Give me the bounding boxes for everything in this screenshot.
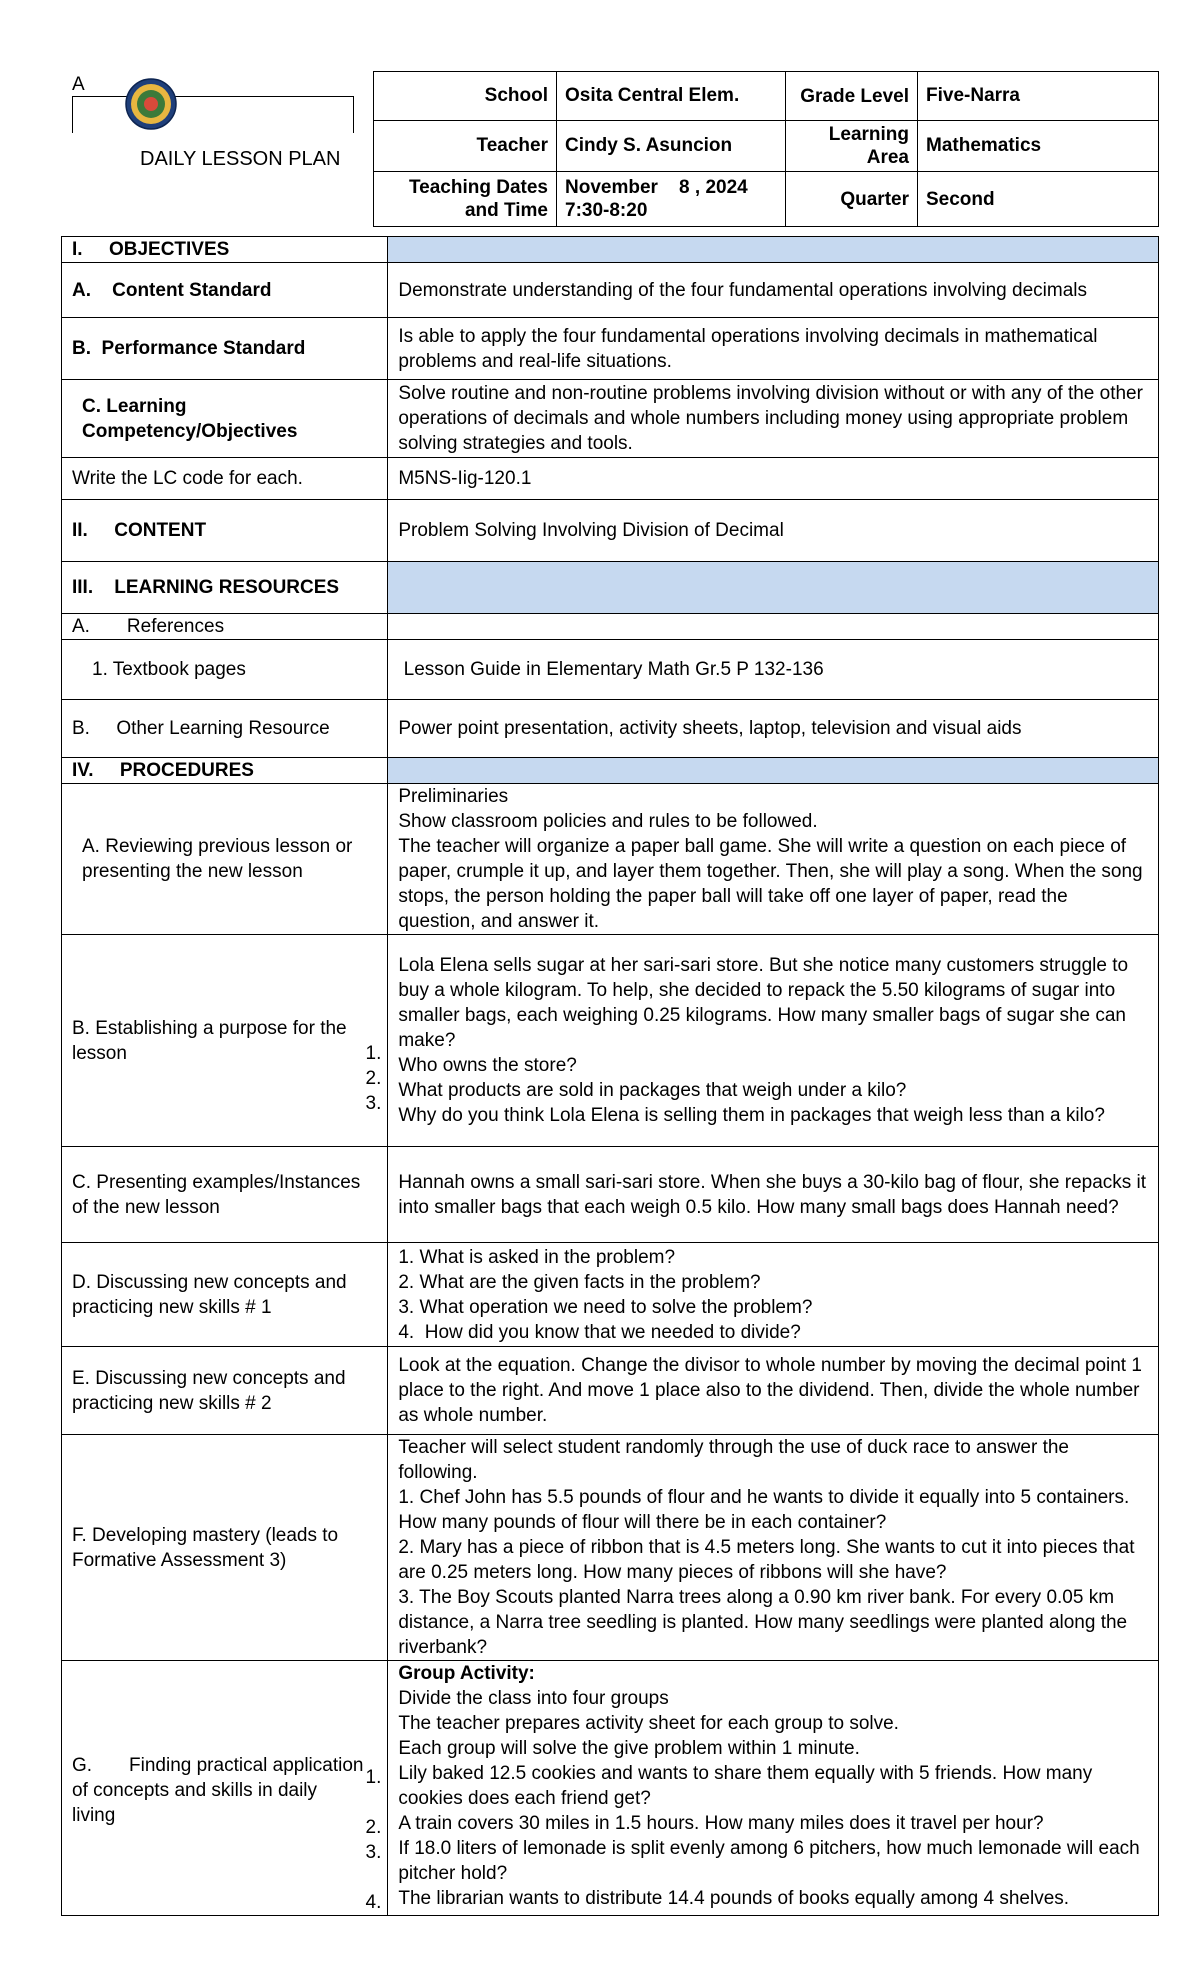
competency-label: C. Learning Competency/Objectives — [62, 380, 388, 458]
dates-value — [557, 172, 786, 227]
competency-value: Solve routine and non-routine problems involving division without or with any of the other operations of decimals and whole numbers including money using appropriate problem solving strategies and tools. — [388, 380, 1159, 458]
procedure-b-number-3: 3. — [365, 1092, 382, 1114]
content-standard-value: Demonstrate understanding of the four fundamental operations involving decimals — [388, 263, 1159, 318]
performance-standard-value: Is able to apply the four fundamental operations involving decimals in mathematical problems and real-life situations. — [388, 318, 1159, 380]
dates-line-1: November 8 , 2024 — [565, 177, 748, 198]
procedure-f-line-3: 2. Mary has a piece of ribbon that is 4.5 meters long. She wants to cut it into pieces that are 0.25 meters long. How many pieces of ribbons will she have? — [398, 1537, 1135, 1583]
procedure-b-label: B. Establishing a purpose for the lesson — [72, 1017, 347, 1064]
procedure-a-value — [388, 784, 1159, 935]
quarter-value: Second — [918, 172, 1159, 227]
lesson-plan-table — [61, 236, 1159, 1916]
objectives-heading: I. OBJECTIVES — [62, 237, 388, 263]
procedure-g-label: G. Finding practical application of concepts and skills in daily living — [72, 1755, 369, 1826]
procedure-g-number-1: 1. — [365, 1767, 382, 1788]
area-label: Learning Area — [786, 121, 918, 172]
objectives-heading-fill — [388, 237, 1159, 263]
teacher-label: Teacher — [374, 121, 557, 172]
grade-value: Five-Narra — [918, 72, 1159, 121]
quarter-label: Quarter — [786, 172, 918, 227]
procedure-b-label-cell — [62, 935, 388, 1147]
procedure-g-numbers — [366, 1765, 382, 1915]
procedure-e-label: E. Discussing new concepts and practicing new skills # 2 — [62, 1347, 388, 1435]
procedure-g-intro-2: The teacher prepares activity sheet for each group to solve. — [398, 1713, 899, 1734]
procedure-e-value: Look at the equation. Change the divisor to whole number by moving the decimal point 1 place to the right. And move 1 place also to the dividend. Then, divide the whole number as whole number. — [388, 1347, 1159, 1435]
content-value: Problem Solving Involving Division of Decimal — [388, 500, 1159, 562]
procedure-b-question-1: Who owns the store? — [398, 1055, 577, 1076]
school-seal-icon — [125, 78, 177, 130]
content-heading: II. CONTENT — [62, 500, 388, 562]
procedure-b-number-1: 1. — [365, 1042, 382, 1064]
procedure-g-number-4: 4. — [365, 1892, 382, 1913]
procedure-b-story: Lola Elena sells sugar at her sari-sari store. But she notice many customers struggle to buy a whole kilogram. To help, she decided to repack the 5.50 kilograms of sugar into smaller bags, each weighing 0.25 kilograms. How many smaller bags of sugar she can make? — [398, 955, 1129, 1051]
procedure-g-number-2: 2. — [365, 1817, 382, 1838]
header-info-table — [373, 71, 1159, 227]
procedure-f-label: F. Developing mastery (leads to Formative Assessment 3) — [62, 1435, 388, 1661]
resources-heading: III. LEARNING RESOURCES — [62, 562, 388, 614]
area-value: Mathematics — [918, 121, 1159, 172]
procedure-d-value — [388, 1243, 1159, 1347]
procedure-g-heading: Group Activity: — [398, 1663, 535, 1684]
other-resource-value: Power point presentation, activity sheets, laptop, television and visual aids — [388, 700, 1159, 758]
textbook-value: Lesson Guide in Elementary Math Gr.5 P 132-136 — [388, 640, 1159, 700]
school-label: School — [374, 72, 557, 121]
other-resource-label: B. Other Learning Resource — [62, 700, 388, 758]
textbook-label: 1. Textbook pages — [62, 640, 388, 700]
procedure-d-line-4: 4. How did you know that we needed to divide? — [398, 1321, 801, 1343]
procedure-a-label: A. Reviewing previous lesson or presenting the new lesson — [62, 784, 388, 935]
procedure-d-line-2: 2. What are the given facts in the problem? — [398, 1271, 761, 1293]
grade-label: Grade Level — [786, 72, 918, 121]
procedure-c-value: Hannah owns a small sari-sari store. When she buys a 30-kilo bag of flour, she repacks it into smaller bags that each weigh 0.5 kilo. How many small bags does Hannah need? — [388, 1147, 1159, 1243]
procedure-d-line-1: 1. What is asked in the problem? — [398, 1246, 676, 1268]
procedure-g-problem-4: The librarian wants to distribute 14.4 pounds of books equally among 4 shelves. — [398, 1888, 1070, 1909]
procedure-b-number-2: 2. — [365, 1067, 382, 1089]
page-title: DAILY LESSON PLAN — [140, 148, 341, 170]
procedure-b-value — [388, 935, 1159, 1147]
procedure-b-question-3: Why do you think Lola Elena is selling them in packages that weigh less than a kilo? — [398, 1105, 1105, 1126]
procedure-b-numbers — [366, 1041, 382, 1116]
references-label: A. References — [62, 614, 388, 640]
performance-standard-label: B. Performance Standard — [62, 318, 388, 380]
header-bracket — [72, 96, 354, 133]
procedure-b-question-2: What products are sold in packages that weigh under a kilo? — [398, 1080, 907, 1101]
procedure-g-problem-3: If 18.0 liters of lemonade is split evenly among 6 pitchers, how much lemonade will each pitcher hold? — [398, 1838, 1140, 1884]
procedure-a-line-2: Show classroom policies and rules to be followed. — [398, 811, 818, 832]
procedures-heading: IV. PROCEDURES — [62, 758, 388, 784]
procedure-f-value — [388, 1435, 1159, 1661]
procedure-d-line-3: 3. What operation we need to solve the problem? — [398, 1296, 813, 1318]
teacher-value: Cindy S. Asuncion — [557, 121, 786, 172]
procedure-g-number-3: 3. — [365, 1842, 382, 1863]
lc-code-label: Write the LC code for each. — [62, 458, 388, 500]
procedure-g-intro-3: Each group will solve the give problem within 1 minute. — [398, 1738, 860, 1759]
dates-line-2: 7:30-8:20 — [565, 200, 648, 221]
procedure-g-value — [388, 1661, 1159, 1916]
procedure-g-problem-2: A train covers 30 miles in 1.5 hours. How many miles does it travel per hour? — [398, 1813, 1044, 1834]
procedure-a-line-3: The teacher will organize a paper ball game. She will write a question on each piece of paper, crumple it up, and layer them together. Then, she will play a song. When the song stops, the person holding the paper ball will take off one layer of paper, read the question, and answer it. — [398, 836, 1143, 932]
content-standard-label: A. Content Standard — [62, 263, 388, 318]
references-value — [388, 614, 1159, 640]
procedures-heading-fill — [388, 758, 1159, 784]
lc-code-value: M5NS-Iig-120.1 — [388, 458, 1159, 500]
procedure-c-label: C. Presenting examples/Instances of the new lesson — [62, 1147, 388, 1243]
dates-label: Teaching Dates and Time — [374, 172, 557, 227]
school-value: Osita Central Elem. — [557, 72, 786, 121]
procedure-d-label: D. Discussing new concepts and practicing new skills # 1 — [62, 1243, 388, 1347]
procedure-g-intro-1: Divide the class into four groups — [398, 1688, 669, 1709]
resources-heading-fill — [388, 562, 1159, 614]
procedure-f-line-2: 1. Chef John has 5.5 pounds of flour and he wants to divide it equally into 5 containers. How many pounds of flour will there be in each container? — [398, 1487, 1130, 1533]
procedure-g-problem-1: Lily baked 12.5 cookies and wants to share them equally with 5 friends. How many cookies does each friend get? — [398, 1763, 1093, 1809]
corner-letter: A — [72, 74, 85, 95]
procedure-g-label-cell — [62, 1661, 388, 1916]
procedure-f-line-1: Teacher will select student randomly through the use of duck race to answer the following. — [398, 1437, 1069, 1483]
procedure-a-line-1: Preliminaries — [398, 786, 509, 807]
procedure-f-line-4: 3. The Boy Scouts planted Narra trees along a 0.90 km river bank. For every 0.05 km distance, a Narra tree seedling is planted. How many seedlings were planted along the riverbank? — [398, 1587, 1128, 1658]
